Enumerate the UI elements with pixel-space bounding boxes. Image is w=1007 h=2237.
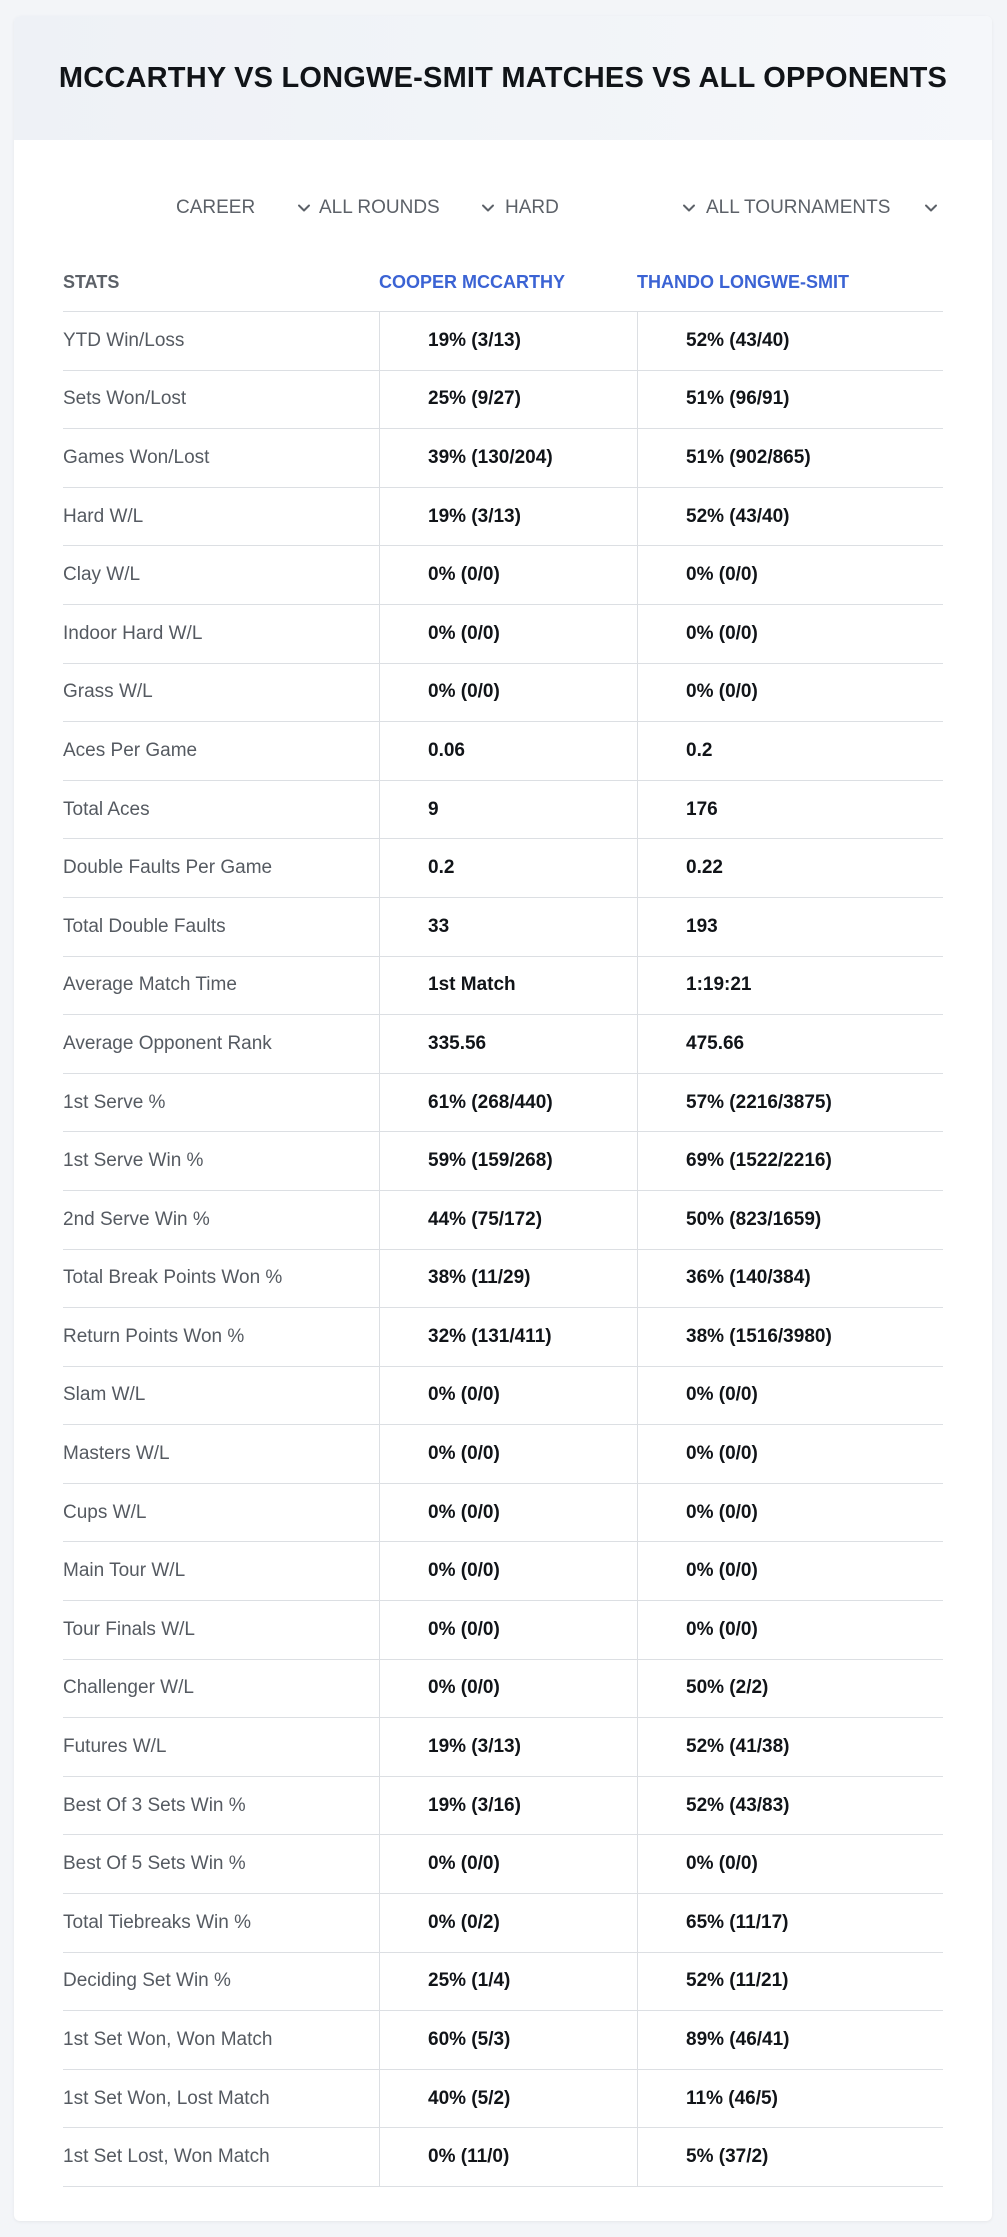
- table-row: [63, 1660, 943, 1719]
- table-header: [63, 252, 943, 312]
- player1-value: 0% (0/0): [379, 1601, 637, 1659]
- row-label: Double Faults Per Game: [63, 857, 273, 879]
- player2-value: 36% (140/384): [637, 1250, 943, 1308]
- player2-value: 0% (0/0): [637, 1484, 943, 1542]
- player2-value: 0% (0/0): [637, 1601, 943, 1659]
- row-label: Return Points Won %: [63, 1325, 245, 1347]
- table-row: [63, 1015, 943, 1074]
- player1-value: 0% (0/0): [379, 1660, 637, 1718]
- player2-link[interactable]: THANDO LONGWE-SMIT: [637, 272, 849, 292]
- player2-value: 193: [637, 898, 943, 956]
- player2-value: 89% (46/41): [637, 2011, 943, 2069]
- table-row: [63, 1308, 943, 1367]
- table-body: [63, 312, 943, 2187]
- player2-value: 176: [637, 781, 943, 839]
- player1-value: 0% (0/0): [379, 1367, 637, 1425]
- player2-value: 51% (902/865): [637, 429, 943, 487]
- row-label: Best Of 5 Sets Win %: [63, 1853, 246, 1875]
- row-label: Deciding Set Win %: [63, 1970, 231, 1992]
- row-label: 1st Set Lost, Won Match: [63, 2146, 270, 2168]
- player1-value: 39% (130/204): [379, 429, 637, 487]
- player1-value: 19% (3/13): [379, 312, 637, 370]
- player2-value: 50% (823/1659): [637, 1191, 943, 1249]
- player1-value: 9: [379, 781, 637, 839]
- row-label: YTD Win/Loss: [63, 329, 185, 351]
- player2-value: 52% (11/21): [637, 1953, 943, 2011]
- table-row: [63, 1601, 943, 1660]
- table-row: [63, 1191, 943, 1250]
- row-label: Futures W/L: [63, 1736, 167, 1758]
- player2-value: 65% (11/17): [637, 1894, 943, 1952]
- row-label: Sets Won/Lost: [63, 388, 187, 410]
- row-label: Indoor Hard W/L: [63, 622, 203, 644]
- round-select-value: ALL ROUNDS: [319, 197, 440, 218]
- player2-value: 52% (41/38): [637, 1718, 943, 1776]
- page-title: MCCARTHY VS LONGWE-SMIT MATCHES VS ALL OPPONENTS: [58, 61, 948, 94]
- surface-select[interactable]: [505, 188, 697, 228]
- row-label: 1st Set Won, Won Match: [63, 2029, 273, 2051]
- table-row: [63, 605, 943, 664]
- row-label: 1st Serve Win %: [63, 1150, 204, 1172]
- player1-value: 59% (159/268): [379, 1132, 637, 1190]
- table-row: [63, 312, 943, 371]
- player2-value: 0.2: [637, 722, 943, 780]
- table-row: [63, 781, 943, 840]
- tournament-select-value: ALL TOURNAMENTS: [706, 197, 891, 218]
- row-label: Cups W/L: [63, 1501, 147, 1523]
- round-select[interactable]: [319, 188, 496, 228]
- table-row: [63, 898, 943, 957]
- filter-bar: [14, 188, 992, 228]
- row-label: Total Break Points Won %: [63, 1267, 283, 1289]
- row-label: 1st Set Won, Lost Match: [63, 2087, 270, 2109]
- player1-value: 19% (3/16): [379, 1777, 637, 1835]
- player2-value: 52% (43/40): [637, 488, 943, 546]
- player1-value: 38% (11/29): [379, 1250, 637, 1308]
- surface-select-value: HARD: [505, 197, 559, 218]
- player1-value: 0% (0/0): [379, 1484, 637, 1542]
- tournament-select[interactable]: [706, 188, 939, 228]
- row-label: Hard W/L: [63, 505, 144, 527]
- player2-value: 69% (1522/2216): [637, 1132, 943, 1190]
- card-header: [14, 16, 992, 140]
- table-row: [63, 1894, 943, 1953]
- player1-value: 61% (268/440): [379, 1074, 637, 1132]
- player1-link[interactable]: COOPER MCCARTHY: [379, 272, 566, 292]
- table-row: [63, 2128, 943, 2187]
- table-row: [63, 429, 943, 488]
- table-row: [63, 1718, 943, 1777]
- player2-value: 52% (43/40): [637, 312, 943, 370]
- player1-value: 60% (5/3): [379, 2011, 637, 2069]
- table-row: [63, 371, 943, 430]
- table-row: [63, 1074, 943, 1133]
- player1-value: 0% (0/0): [379, 1835, 637, 1893]
- row-label: Challenger W/L: [63, 1677, 194, 1699]
- player1-value: 25% (9/27): [379, 371, 637, 429]
- player1-value: 1st Match: [379, 957, 637, 1015]
- player2-value: 38% (1516/3980): [637, 1308, 943, 1366]
- player2-value: 0.22: [637, 839, 943, 897]
- table-row: [63, 1132, 943, 1191]
- player2-value: 0% (0/0): [637, 546, 943, 604]
- player2-value: 11% (46/5): [637, 2070, 943, 2128]
- player2-value: 0% (0/0): [637, 664, 943, 722]
- table-row: [63, 1367, 943, 1426]
- table-row: [63, 1835, 943, 1894]
- player1-value: 19% (3/13): [379, 1718, 637, 1776]
- table-row: [63, 1250, 943, 1309]
- player1-value: 25% (1/4): [379, 1953, 637, 2011]
- player1-value: 0% (0/0): [379, 605, 637, 663]
- table-row: [63, 2070, 943, 2129]
- row-label: Main Tour W/L: [63, 1560, 186, 1582]
- player2-value: 0% (0/0): [637, 1835, 943, 1893]
- chevron-down-icon: [681, 200, 697, 216]
- player1-value: 32% (131/411): [379, 1308, 637, 1366]
- player2-value: 5% (37/2): [637, 2128, 943, 2186]
- table-row: [63, 546, 943, 605]
- player1-value: 0.06: [379, 722, 637, 780]
- player1-value: 40% (5/2): [379, 2070, 637, 2128]
- player1-value: 0% (0/0): [379, 546, 637, 604]
- row-label: Best Of 3 Sets Win %: [63, 1794, 246, 1816]
- chevron-down-icon: [923, 200, 939, 216]
- table-row: [63, 488, 943, 547]
- player2-value: 1:19:21: [637, 957, 943, 1015]
- chevron-down-icon: [296, 200, 312, 216]
- row-label: Clay W/L: [63, 564, 141, 586]
- table-row: [63, 957, 943, 1016]
- player2-value: 0% (0/0): [637, 605, 943, 663]
- row-label: Average Match Time: [63, 974, 237, 996]
- player1-value: 19% (3/13): [379, 488, 637, 546]
- row-label: 1st Serve %: [63, 1091, 166, 1113]
- player2-value: 57% (2216/3875): [637, 1074, 943, 1132]
- stats-table: [63, 252, 943, 2187]
- player2-value: 0% (0/0): [637, 1367, 943, 1425]
- row-label: Tour Finals W/L: [63, 1618, 195, 1640]
- table-row: [63, 1542, 943, 1601]
- table-row: [63, 839, 943, 898]
- row-label: Average Opponent Rank: [63, 1032, 272, 1054]
- player2-value: 50% (2/2): [637, 1660, 943, 1718]
- player1-value: 0% (0/0): [379, 1425, 637, 1483]
- row-label: Masters W/L: [63, 1443, 170, 1465]
- row-label: Total Double Faults: [63, 915, 226, 937]
- stats-column-header: STATS: [63, 272, 120, 292]
- player1-value: 0.2: [379, 839, 637, 897]
- period-select-value: CAREER: [176, 197, 256, 218]
- player2-value: 51% (96/91): [637, 371, 943, 429]
- row-label: Total Aces: [63, 798, 150, 820]
- row-label: Games Won/Lost: [63, 446, 210, 468]
- player1-value: 44% (75/172): [379, 1191, 637, 1249]
- row-label: Slam W/L: [63, 1384, 146, 1406]
- player1-value: 0% (0/2): [379, 1894, 637, 1952]
- player1-value: 33: [379, 898, 637, 956]
- player1-value: 0% (0/0): [379, 664, 637, 722]
- table-row: [63, 1484, 943, 1543]
- table-row: [63, 722, 943, 781]
- player1-value: 0% (11/0): [379, 2128, 637, 2186]
- table-row: [63, 1425, 943, 1484]
- player1-value: 0% (0/0): [379, 1542, 637, 1600]
- row-label: 2nd Serve Win %: [63, 1208, 210, 1230]
- stats-card: [14, 16, 992, 2221]
- row-label: Grass W/L: [63, 681, 153, 703]
- player2-value: 0% (0/0): [637, 1425, 943, 1483]
- player2-value: 475.66: [637, 1015, 943, 1073]
- player2-value: 0% (0/0): [637, 1542, 943, 1600]
- row-label: Aces Per Game: [63, 739, 198, 761]
- row-label: Total Tiebreaks Win %: [63, 1911, 251, 1933]
- table-row: [63, 1953, 943, 2012]
- table-row: [63, 2011, 943, 2070]
- period-select[interactable]: [176, 188, 312, 228]
- table-row: [63, 664, 943, 723]
- chevron-down-icon: [480, 200, 496, 216]
- player1-value: 335.56: [379, 1015, 637, 1073]
- table-row: [63, 1777, 943, 1836]
- player2-value: 52% (43/83): [637, 1777, 943, 1835]
